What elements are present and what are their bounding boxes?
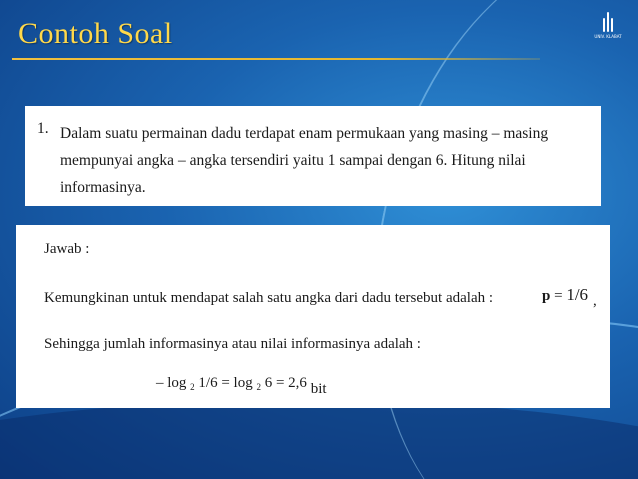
formula-unit: bit [310, 381, 327, 397]
probability-variable: p [542, 288, 551, 304]
logo-text: UNIV. KLABAT [594, 34, 622, 39]
information-formula [156, 375, 327, 397]
formula-result: 6 = 2,6 [264, 375, 307, 391]
question-text: Dalam suatu permainan dadu terdapat enam permukaan yang masing – masing mempunyai angka – angka tersendiri yaitu 1 sampai dengan 6. Hitung nilai informasinya. [60, 125, 549, 196]
question-box [25, 106, 601, 206]
slide-title: Contoh Soal [18, 17, 173, 50]
formula-argument: 1/6 = log [198, 375, 253, 391]
probability-value: 1/6 [566, 285, 589, 304]
answer-line-information: Sehingga jumlah informasinya atau nilai informasinya adalah : [44, 336, 421, 352]
title-underline [12, 58, 540, 60]
formula-minus-log: – log [156, 375, 187, 391]
answer-heading: Jawab : [44, 241, 90, 257]
university-logo [588, 8, 628, 44]
answer-box [16, 225, 610, 408]
answer-line-probability: Kemungkinan untuk mendapat salah satu angka dari dadu tersebut adalah : [44, 290, 494, 306]
formula-log-base: 2 [190, 382, 195, 392]
question-number: 1. [37, 120, 49, 137]
formula-log-base: 2 [256, 382, 261, 392]
logo-mark-icon [603, 10, 613, 32]
probability-comma: , [593, 293, 597, 309]
probability-equals: = [550, 288, 567, 304]
probability-equation [542, 285, 588, 305]
